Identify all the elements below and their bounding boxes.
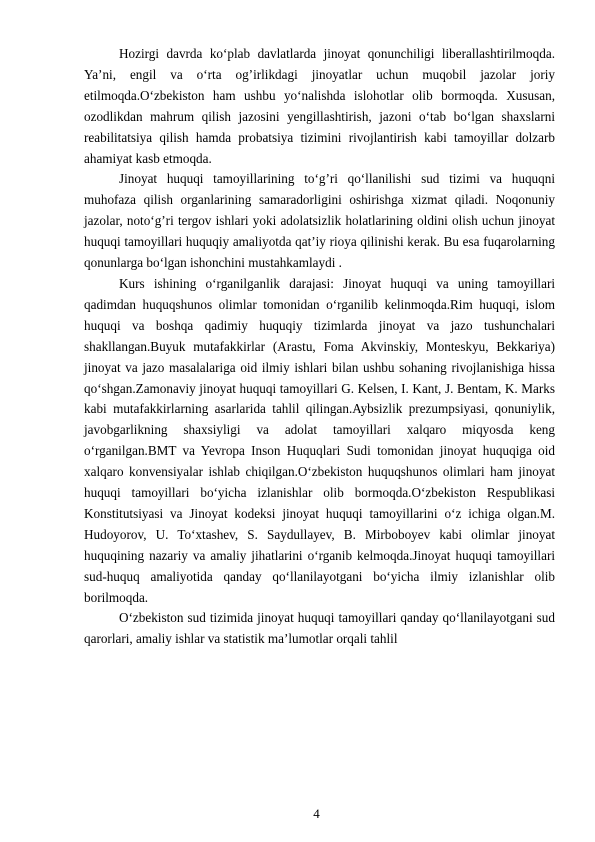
paragraph-principles-application: Jinoyat huquqi tamoyillarining to‘g’ri qo‘llanilishi sud tizimi va huquqni muhofaza qilish organlarining samaradorligini oshirishga xizmat qiladi. Noqonuniy jazolar, noto‘g’ri tergov ishlari yoki adolatsizlik holatlarining oldini olish uchun jinoyat huquqi tamoyillari huquqiy amaliyotda qat’iy rioya qilinishi kerak. Bu esa fuqarolarning qonunlarga bo‘lgan ishonchini mustahkamlaydi . — [84, 171, 555, 271]
paragraph-research-level: Kurs ishining o‘rganilganlik darajasi: Jinoyat huquqi va uning tamoyillari qadimdan huquqshunos olimlar tomonidan o‘rganilib kelinmoqda.Rim huquqi, islom huquqi va boshqa qadimiy huquqiy tizimlarda jinoyat va jazo tushunchalari shakllangan.Buyuk mutafakkirlar (Arastu, Foma Akvinskiy, Monteskyu, Bekkariya) jinoyat va jazo masalalariga oid ilmiy ishlari bilan ushbu sohaning rivojlanishiga hissa qo‘shgan.Zamonaviy jinoyat huquqi tamoyillari G. Kelsen, I. Kant, J. Bentam, K. Marks kabi mutafakkirlarning asarlarida tahlil qilingan.Aybsizlik prezumpsiyasi, qonuniylik, javobgarlikning shaxsiyligi va adolat tamoyillari xalqaro miqyosda keng o‘rganilgan.BMT va Yevropa Inson Huquqlari Sudi tomonidan jinoyat huquqiga oid xalqaro konvensiyalar ishlab chiqilgan.O‘zbekiston huquqshunos olimlari ham jinoyat huquqi tamoyillari bo‘yicha izlanishlar olib bormoqda.O‘zbekiston Respublikasi Konstitutsiyasi va Jinoyat kodeksi jinoyat huquqi tamoyillarini o‘z ichiga olgan.M. Hudoyorov, U. To‘xtashev, S. Saydullayev, B. Mirboboyev kabi olimlar jinoyat huquqining nazariy va amaliy jihatlarini o‘rganib kelmoqda.Jinoyat huquqi tamoyillari sud-huquq amaliyotida qanday qo‘llanilayotgani bo‘yicha ilmiy izlanishlar olib borilmoqda. — [84, 275, 555, 605]
page-number: 4 — [313, 806, 320, 821]
paragraph-liberalization: Hozirgi davrda ko‘plab davlatlarda jinoyat qonunchiligi liberallashtirilmoqda. Ya’ni, engil va o‘rta og’irlikdagi jinoyatlar uchun muqobil jazolar joriy etilmoqda.O‘zbekiston ham ushbu yo‘nalishda islohotlar olib bormoqda. Xususan, ozodlikdan mahrum qilish jazosini yengillashtirish, jazoni o‘tab bo‘lgan shaxslarni reabilitatsiya qilish hamda probatsiya tizimini rivojlantirish kabi tamoyillar dolzarb ahamiyat kasb etmoqda. — [84, 46, 555, 166]
paragraph-court-system: O‘zbekiston sud tizimida jinoyat huquqi tamoyillari qanday qo‘llanilayotgani sud qarorlari, amaliy ishlar va statistik ma’lumotlar orqali tahlil — [84, 610, 555, 647]
document-page — [84, 44, 555, 650]
